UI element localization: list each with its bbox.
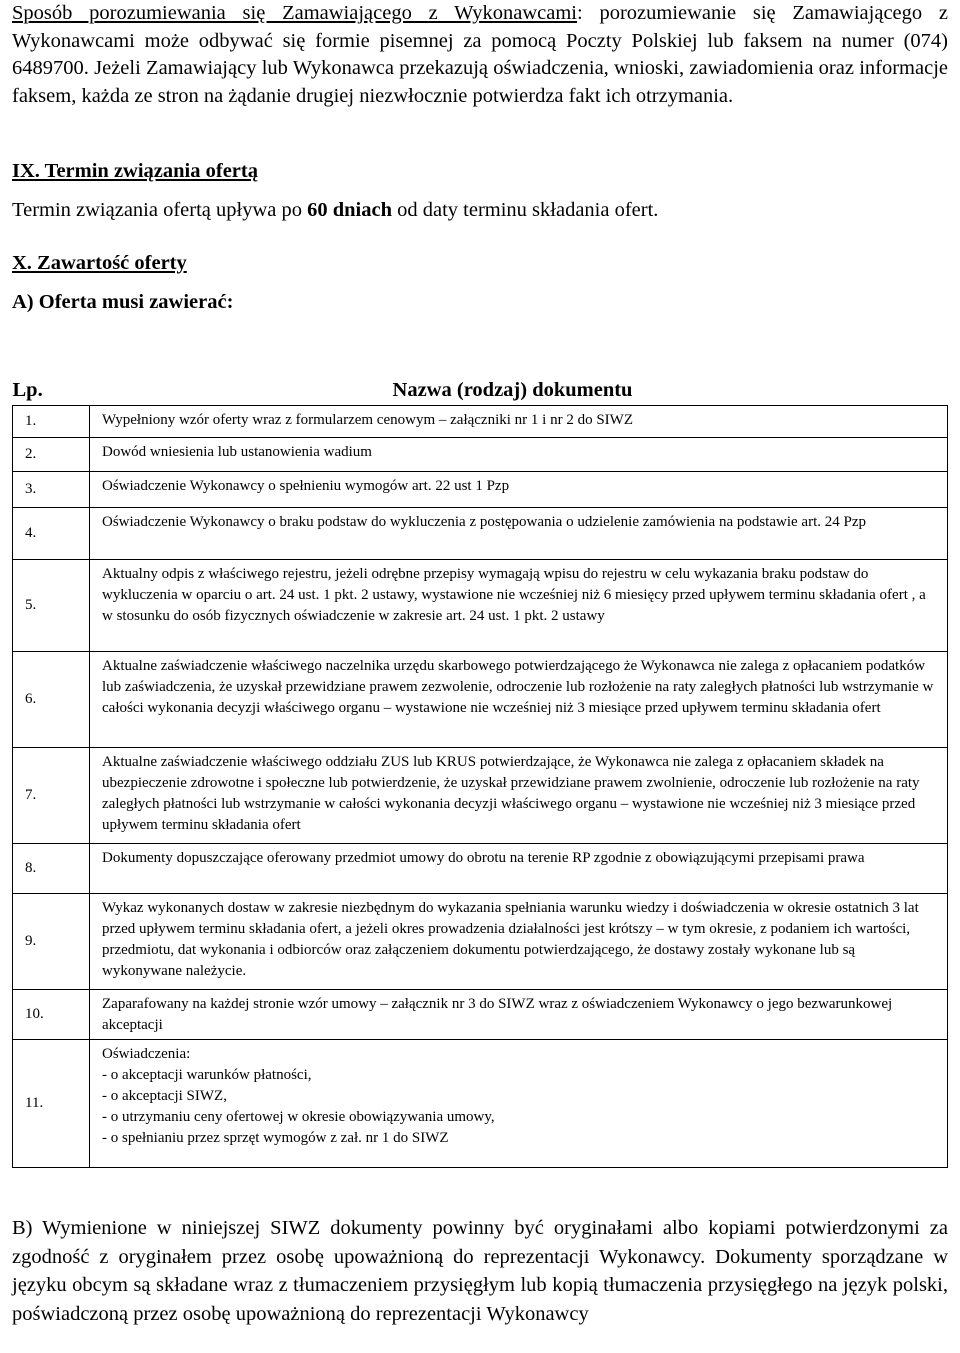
table-header-row	[13, 359, 948, 406]
row-description-line: - o utrzymaniu ceny ofertowej w okresie obowiązywania umowy,	[102, 1109, 495, 1125]
row-number: 4.	[13, 508, 90, 560]
row-description-line: Zaparafowany na każdej stronie wzór umowy – załącznik nr 3 do SIWZ wraz z oświadczeniem Wykonawcy o jego bezwarunkowej akceptacji	[102, 996, 893, 1033]
table-row	[13, 438, 948, 472]
documents-table	[12, 359, 948, 1168]
row-description-line: Oświadczenie Wykonawcy o spełnieniu wymogów art. 22 ust 1 Pzp	[102, 478, 510, 494]
table-row	[13, 652, 948, 748]
table-row	[13, 406, 948, 438]
section-ix-text-after: od daty terminu składania ofert.	[392, 199, 659, 221]
row-description-line: - o akceptacji SIWZ,	[102, 1088, 227, 1104]
row-description-line: Oświadczenie Wykonawcy o braku podstaw do wykluczenia z postępowania o udzielenie zamówienia na podstawie art. 24 Pzp	[102, 514, 866, 530]
row-description	[90, 990, 948, 1040]
row-description	[90, 438, 948, 472]
intro-label: Sposób porozumiewania się Zamawiającego z Wykonawcami	[12, 2, 577, 24]
row-description	[90, 1040, 948, 1168]
row-description-line: Aktualny odpis z właściwego rejestru, jeżeli odrębne przepisy wymagają wpisu do rejestru w celu wykazania braku podstaw do wykluczenia w oparciu o art. 24 ust. 1 pkt. 2 ustawy, wystawione nie wcześniej niż 6 miesięcy przed upływem terminu składania ofert , a w stosunku do osób fizycznych oświadczenie w zakresie art. 24 ust. 1 pkt. 2 ustawy	[102, 566, 926, 624]
section-ix-heading: IX. Termin związania ofertą	[12, 160, 258, 182]
row-description-line: Wykaz wykonanych dostaw w zakresie niezbędnym do wykazania spełniania warunku wiedzy i doświadczenia w okresie ostatnich 3 lat przed upływem terminu składania ofert, a jeżeli okres prowadzenia działalności jest krótszy – w tym okresie, z podaniem ich wartości, przedmiotu, dat wykonania i odbiorców oraz załączeniem dokumentu potwierdzającego, że dostawy zostały wykonane lub są wykonywane należycie.	[102, 900, 919, 979]
row-description-line: - o spełnianiu przez sprzęt wymogów z zał. nr 1 do SIWZ	[102, 1130, 449, 1146]
table-row	[13, 472, 948, 508]
column-header-lp: Lp.	[13, 359, 90, 406]
row-number: 9.	[13, 894, 90, 990]
row-number: 2.	[13, 438, 90, 472]
section-b-paragraph: B) Wymienione w niniejszej SIWZ dokumenty powinny być oryginałami albo kopiami potwierdzonymi za zgodność z oryginałem przez osobę upoważnioną do reprezentacji Wykonawcy. Dokumenty sporządzane w języku obcym są składane wraz z tłumaczeniem przysięgłym lub kopią tłumaczenia przysięgłego na język polski, poświadczoną przez osobę upoważnioną do reprezentacji Wykonawcy	[12, 1217, 948, 1325]
table-row	[13, 990, 948, 1040]
intro-text: : porozumiewanie się Zamawiającego z Wykonawcami może odbywać się formie pisemnej za pomocą Poczty Polskiej lub faksem na numer (074) 6489700. Jeżeli Zamawiający lub Wykonawca przekazują oświadczenia, wnioski, zawiadomienia oraz informacje faksem, każda ze stron na żądanie drugiej niezwłocznie potwierdza fakt ich otrzymania.	[12, 2, 949, 107]
row-number: 1.	[13, 406, 90, 438]
row-description	[90, 748, 948, 844]
row-description-line: Wypełniony wzór oferty wraz z formularzem cenowym – załączniki nr 1 i nr 2 do SIWZ	[102, 412, 633, 428]
row-description-line: Aktualne zaświadczenie właściwego naczelnika urzędu skarbowego potwierdzającego że Wykonawca nie zalega z opłacaniem podatków lub zaświadczenia, że uzyskał przewidziane prawem zezwolenie, odroczenie lub rozłożenie na raty zaległych płatności lub wstrzymanie w całości wykonania decyzji właściwego organu – wystawione nie wcześniej niż 3 miesiące przed upływem terminu składania ofert	[102, 658, 934, 716]
section-x-heading: X. Zawartość oferty	[12, 252, 187, 274]
row-description	[90, 508, 948, 560]
row-description	[90, 652, 948, 748]
section-ix-text-bold: 60 dniach	[307, 199, 392, 221]
table-row	[13, 748, 948, 844]
row-number: 10.	[13, 990, 90, 1040]
row-number: 3.	[13, 472, 90, 508]
row-description	[90, 894, 948, 990]
row-number: 8.	[13, 844, 90, 894]
intro-paragraph	[12, 0, 948, 110]
row-description	[90, 472, 948, 508]
row-description-line: Dokumenty dopuszczające oferowany przedmiot umowy do obrotu na terenie RP zgodnie z obowiązującymi przepisami prawa	[102, 850, 865, 866]
row-number: 7.	[13, 748, 90, 844]
section-ix-text	[12, 199, 658, 222]
table-row	[13, 894, 948, 990]
table-row	[13, 844, 948, 894]
row-description	[90, 560, 948, 652]
row-description-line: - o akceptacji warunków płatności,	[102, 1067, 312, 1083]
row-number: 5.	[13, 560, 90, 652]
row-description	[90, 844, 948, 894]
row-description-line: Dowód wniesienia lub ustanowienia wadium	[102, 444, 372, 460]
table-row	[13, 560, 948, 652]
section-ix-text-before: Termin związania ofertą upływa po	[12, 199, 308, 221]
row-description-line: Oświadczenia:	[102, 1046, 191, 1062]
section-x-subheading: A) Oferta musi zawierać:	[12, 291, 234, 313]
table-row	[13, 1040, 948, 1168]
row-number: 11.	[13, 1040, 90, 1168]
row-description	[90, 406, 948, 438]
column-header-name: Nazwa (rodzaj) dokumentu	[90, 359, 948, 406]
table-row	[13, 508, 948, 560]
row-description-line: Aktualne zaświadczenie właściwego oddziału ZUS lub KRUS potwierdzające, że Wykonawca nie zalega z opłacaniem składek na ubezpieczenie zdrowotne i społeczne lub potwierdzenie, że uzyskał przewidziane prawem zwolnienie, odroczenie lub rozłożenie na raty zaległych płatności lub wstrzymanie w całości wykonania decyzji właściwego organu – wystawione nie wcześniej niż 3 miesiące przed upływem terminu składania ofert	[102, 754, 920, 833]
row-number: 6.	[13, 652, 90, 748]
